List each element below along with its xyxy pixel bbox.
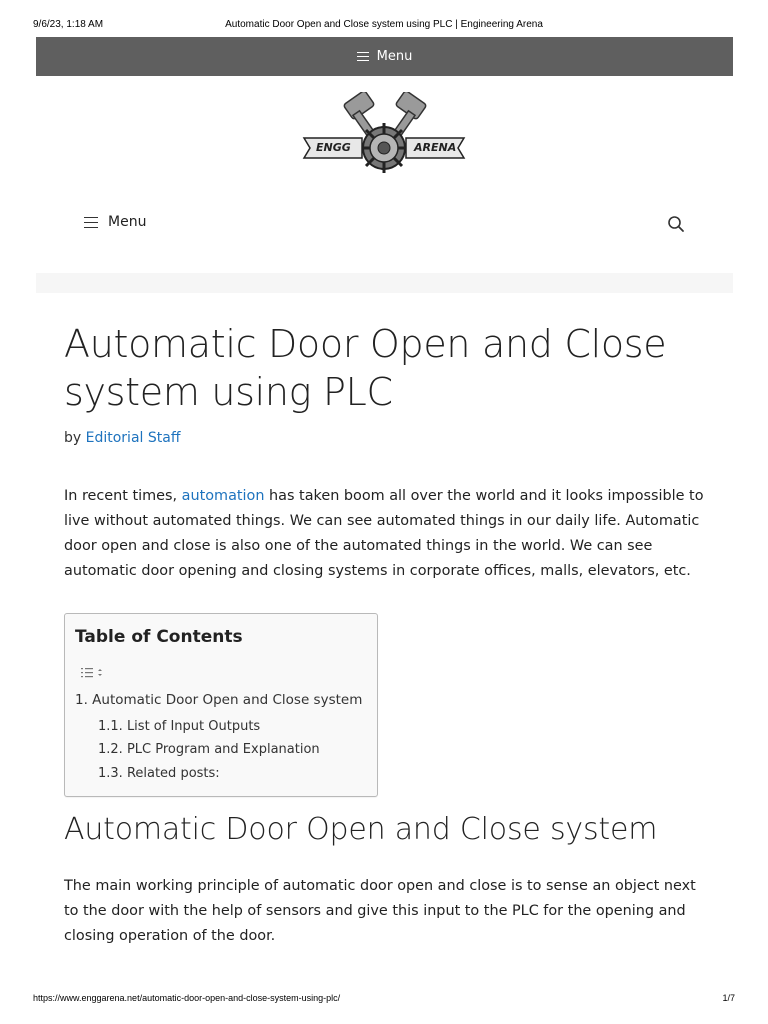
intro-text-post: has taken boom all over the world and it looks impossible to live without automated things. We can see automated things in our daily life. Automatic door open and close is also one of the automated things in the world. We can see automatic door opening and closing systems in corporate offices, malls, elevators, etc. [64,488,704,579]
byline [64,430,704,446]
print-footer [0,990,768,1010]
toc-item[interactable]: 1. Automatic Door Open and Close system [75,692,363,708]
toc-item[interactable]: 1.3. Related posts: [98,766,220,781]
automation-link[interactable]: automation [181,488,265,504]
nav-menu-label: Menu [108,214,147,230]
logo-text-right: ARENA [414,141,457,154]
intro-paragraph [64,484,704,584]
toc-toggle-icon[interactable] [81,667,105,679]
main-navigation [36,200,733,248]
hamburger-icon [357,52,369,61]
section-heading: Automatic Door Open and Close system [64,812,658,847]
engg-arena-logo-icon [300,92,468,182]
print-datetime: 9/6/23, 1:18 AM [33,19,104,30]
header-separator [36,273,733,293]
nav-menu-button[interactable] [84,214,146,230]
site-logo[interactable] [300,92,468,182]
top-menu-bar[interactable] [36,37,733,76]
search-icon[interactable] [667,215,685,233]
toc-item[interactable]: 1.1. List of Input Outputs [98,719,261,734]
article-title-line-2: system using PLC [64,370,393,414]
toc-item[interactable]: 1.2. PLC Program and Explanation [98,742,320,757]
print-page-number: 1/7 [722,993,735,1003]
article-content [64,320,704,584]
article-title-line-1: Automatic Door Open and Close [64,322,667,366]
byline-prefix: by [64,430,82,446]
hamburger-icon [84,217,98,228]
top-menu-label: Menu [376,49,413,64]
logo-text-left: ENGG [316,141,351,154]
intro-text-pre: In recent times, [64,488,178,504]
table-of-contents [64,613,378,797]
print-page-title: Automatic Door Open and Close system using PLC | Engineering Arena [225,19,543,30]
print-header [0,0,768,37]
author-link[interactable]: Editorial Staff [85,430,181,446]
print-url: https://www.enggarena.net/automatic-door-open-and-close-system-using-plc/ [33,993,341,1003]
toc-title: Table of Contents [75,627,243,647]
article-title [64,320,704,416]
section-paragraph: The main working principle of automatic door open and close is to sense an object next to the door with the help of sensors and give this input to the PLC for the opening and closing operation of the door. [64,878,696,944]
